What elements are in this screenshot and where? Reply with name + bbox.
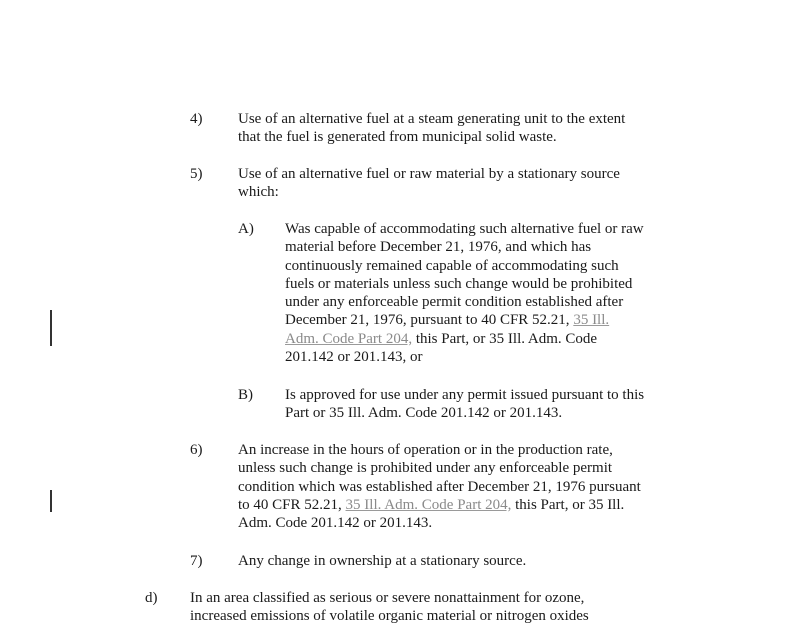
text-line [238,441,641,459]
item-text [285,386,644,423]
text-line [285,257,644,275]
text-line [285,293,644,311]
text-segment: this Part, or 35 Ill. Adm. Code [412,330,598,347]
text-segment: Any change in ownership at a stationary source. [238,553,527,569]
change-bar [50,490,52,512]
text-segment: unless such change is prohibited under any enforceable permit [238,460,613,477]
text-segment: to 40 CFR 52.21, [238,496,346,513]
text-line [238,514,641,532]
item-number: d) [145,590,158,606]
text-line [238,165,620,183]
text-segment: Use of an alternative fuel or raw material by a stationary source [238,166,620,182]
item-text [190,589,589,626]
text-line [238,478,641,496]
item-text [238,552,526,570]
text-segment: In an area classified as serious or severe nonattainment for ozone, [190,590,585,606]
text-segment: An increase in the hours of operation or in the production rate, [238,442,613,458]
text-segment: under any enforceable permit condition established after [285,294,624,311]
citation-link: 35 Ill. Adm. Code Part 204, [345,496,512,513]
text-line [238,496,641,514]
text-line [238,183,620,201]
text-line [190,589,589,607]
text-segment: Is approved for use under any permit issued pursuant to this [285,387,645,403]
change-bar [50,310,52,346]
item-number: A) [238,221,254,237]
item-number: 4) [190,111,203,127]
text-segment: 201.142 or 201.143, or [285,349,423,366]
item-text [285,220,644,366]
text-segment: Was capable of accommodating such alternative fuel or raw [285,221,644,237]
text-line [285,220,644,238]
text-line [285,311,644,329]
text-line [285,275,644,293]
citation-link: Adm. Code Part 204, [285,330,413,347]
text-line [285,330,644,348]
text-line [238,459,641,477]
text-segment: condition which was established after December 21, 1976 pursuant [238,478,641,495]
item-text [238,110,625,147]
item-text [238,165,620,202]
text-segment: this Part, or 35 Ill. [511,496,625,513]
text-segment: Part or 35 Ill. Adm. Code 201.142 or 201.143. [285,405,563,422]
text-line [285,238,644,256]
text-segment: Use of an alternative fuel at a steam generating unit to the extent [238,111,626,127]
text-line [285,404,644,422]
text-segment: fuels or materials unless such change would be prohibited [285,275,633,292]
item-number: 6) [190,442,203,458]
text-segment: increased emissions of volatile organic material or nitrogen oxides [190,608,589,625]
text-line [190,607,589,625]
text-segment: December 21, 1976, pursuant to 40 CFR 52.21, [285,312,574,329]
item-number: B) [238,387,253,403]
text-line [238,552,526,570]
text-line [238,128,625,146]
text-segment: that the fuel is generated from municipal solid waste. [238,129,557,146]
text-segment: continuously remained capable of accommodating such [285,257,619,274]
citation-link: 35 Ill. [573,312,610,329]
item-number: 5) [190,166,203,182]
item-number: 7) [190,553,203,569]
text-line [285,348,644,366]
text-line [238,110,625,128]
text-segment: material before December 21, 1976, and which has [285,239,592,256]
text-segment: which: [238,184,279,201]
text-segment: Adm. Code 201.142 or 201.143. [238,515,433,532]
item-text [238,441,641,532]
text-line [285,386,644,404]
